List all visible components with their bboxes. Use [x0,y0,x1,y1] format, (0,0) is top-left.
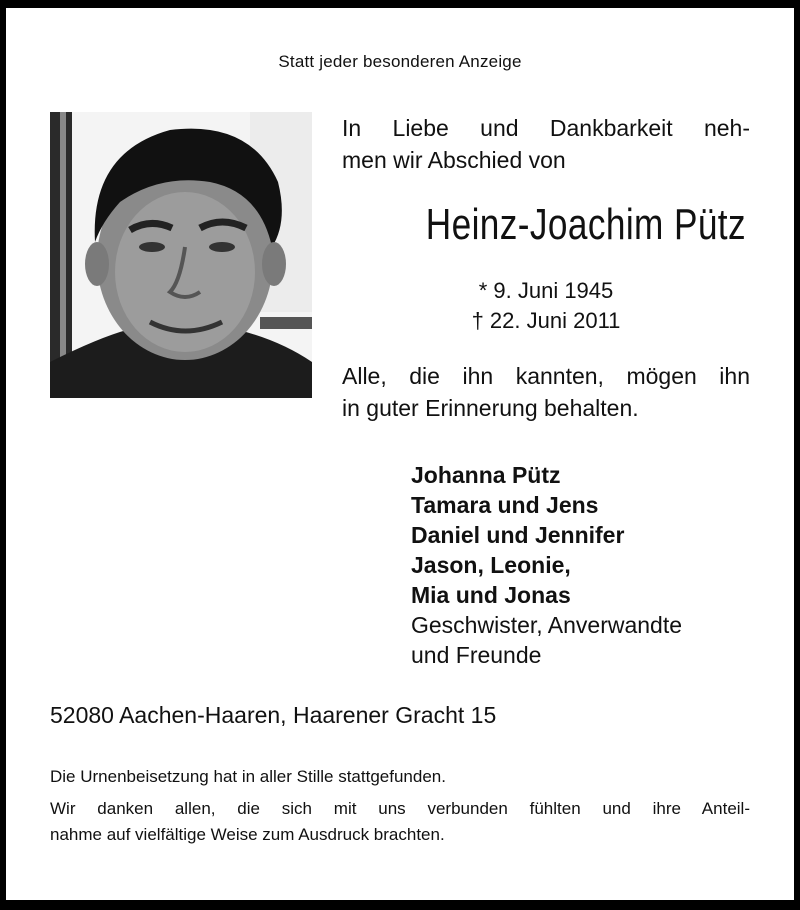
death-date: † 22. Juni 2011 [471,308,621,333]
portrait-photo [50,112,312,398]
mourner-name: Daniel und Jennifer [411,522,625,548]
memory-line-1: Alle, die ihn kannten, mögen ihn [342,363,750,389]
life-dates [342,276,750,336]
mourner-relatives: und Freunde [411,642,542,668]
footer-line-2: Wir danken allen, die sich mit uns verbunden fühlten und ihre Anteil- [50,799,750,818]
mourner-name: Mia und Jonas [411,582,571,608]
header-note: Statt jeder besonderen Anzeige [278,52,522,71]
mourner-name: Johanna Pütz [411,462,561,488]
intro-line-1: In Liebe und Dankbarkeit neh- [342,115,750,141]
memory-text [342,360,750,424]
mourner-relatives: Geschwister, Anverwandte [411,612,683,638]
deceased-name: Heinz-Joachim Pütz [425,200,746,249]
memory-line-2: in guter Erinnerung behalten. [342,395,639,421]
mourner-name: Tamara und Jens [411,492,599,518]
footer-text [50,764,750,848]
intro-text [342,112,750,176]
portrait-photo-icon [50,112,312,398]
footer-line-1: Die Urnenbeisetzung hat in aller Stille stattgefunden. [50,767,446,786]
address: 52080 Aachen-Haaren, Haarener Gracht 15 [50,702,497,728]
footer-line-3: nahme auf vielfältige Weise zum Ausdruck brachten. [50,825,445,844]
obituary-notice [6,8,794,900]
intro-line-2: men wir Abschied von [342,147,566,173]
birth-date: * 9. Juni 1945 [478,278,614,303]
mourner-name: Jason, Leonie, [411,552,571,578]
mourners-list [411,460,751,670]
